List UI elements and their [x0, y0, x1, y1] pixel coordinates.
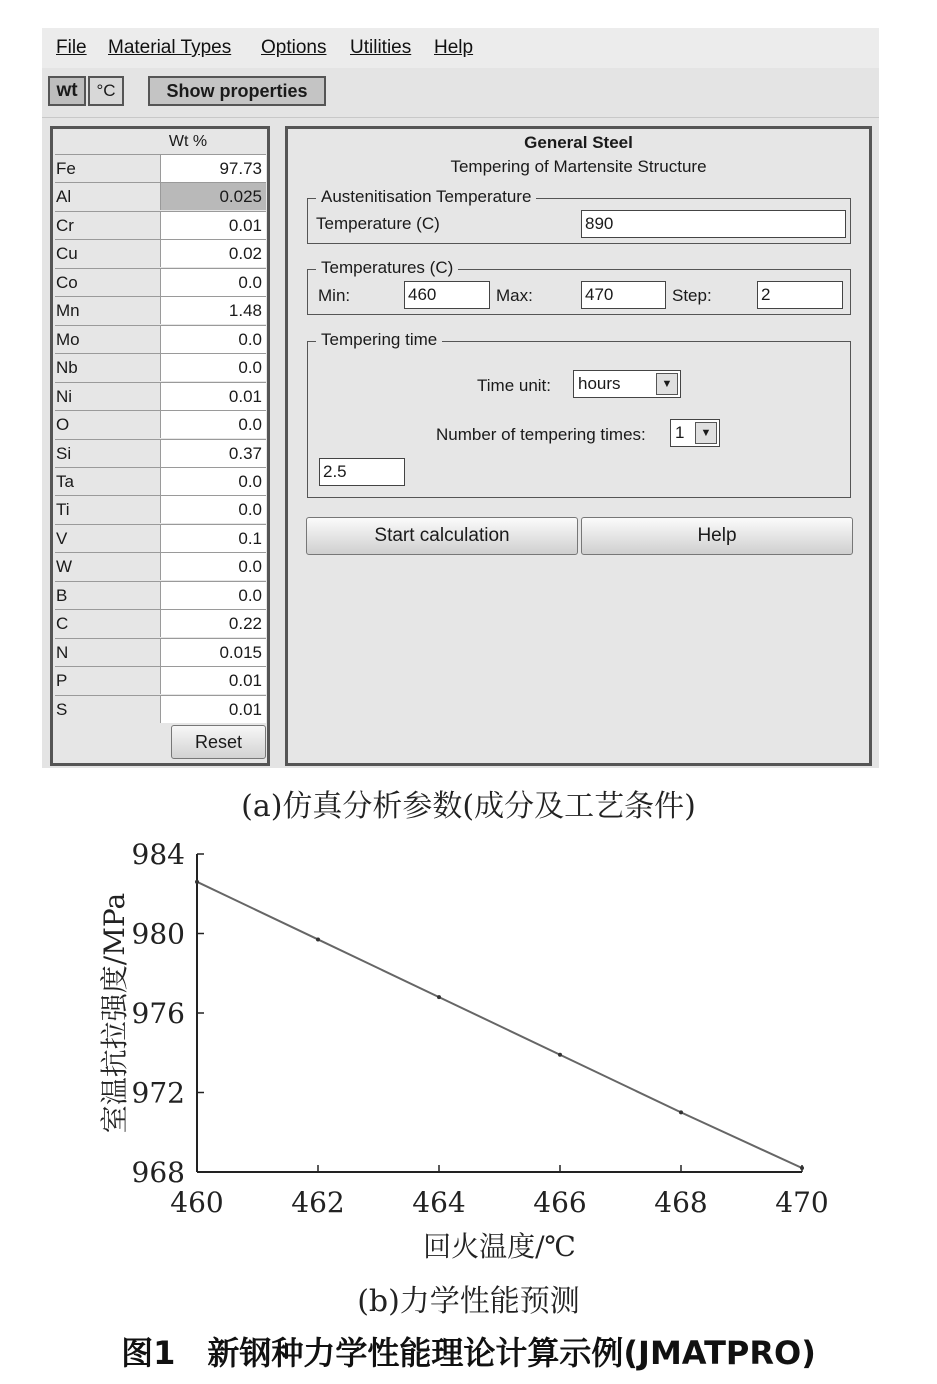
element-wt-input[interactable]: 0.1 — [160, 525, 266, 552]
min-temperature-input[interactable]: 460 — [404, 281, 490, 309]
y-axis-title: 室温抗拉强度/MPa — [98, 892, 131, 1134]
table-row — [55, 439, 266, 467]
composition-header: Wt % — [168, 133, 208, 150]
element-wt-input[interactable]: 0.015 — [160, 639, 266, 666]
element-wt-input[interactable]: 0.0 — [160, 354, 266, 381]
element-wt-input[interactable]: 0.37 — [160, 440, 266, 467]
step-label: Step: — [672, 286, 712, 305]
table-row — [55, 609, 266, 637]
wt-button[interactable]: wt — [48, 76, 86, 106]
caption-a: (a)仿真分析参数(成分及工艺条件) — [241, 789, 696, 824]
element-symbol: Fe — [56, 159, 76, 178]
time-unit-value: hours — [578, 374, 621, 393]
data-point — [195, 880, 199, 884]
help-button[interactable]: Help — [581, 517, 853, 555]
element-wt-input[interactable]: 0.0 — [160, 582, 266, 609]
tempering-time-group — [307, 330, 851, 498]
show-properties-button[interactable]: Show properties — [148, 76, 326, 106]
step-input[interactable]: 2 — [757, 281, 843, 309]
table-row — [55, 495, 266, 523]
y-tick-label: 968 — [131, 1156, 185, 1189]
data-point — [800, 1166, 804, 1170]
table-row — [55, 638, 266, 666]
element-wt-input[interactable]: 0.0 — [160, 468, 266, 495]
table-row — [55, 467, 266, 495]
table-row — [55, 524, 266, 552]
data-point — [316, 937, 320, 941]
figure-caption: 图1 新钢种力学性能理论计算示例(JMATPRO) — [121, 1334, 816, 1372]
element-wt-input[interactable]: 0.22 — [160, 610, 266, 637]
element-symbol: Mn — [56, 301, 80, 321]
element-wt-input[interactable]: 0.01 — [160, 383, 266, 410]
element-symbol: Cu — [56, 244, 78, 264]
element-wt-input[interactable]: 0.0 — [160, 411, 266, 438]
table-row — [55, 325, 266, 353]
temperatures-group-title: Temperatures (C) — [316, 258, 458, 278]
austenitisation-group — [307, 187, 851, 244]
element-symbol: Ta — [56, 471, 74, 491]
element-symbol: W — [56, 557, 73, 577]
element-wt-input[interactable]: 0.0 — [160, 496, 266, 523]
time-unit-label: Time unit: — [477, 376, 552, 395]
element-wt-input[interactable]: 0.025 — [160, 183, 266, 210]
element-symbol: Al — [56, 187, 72, 207]
table-row — [55, 581, 266, 609]
temperature-label: Temperature (C) — [316, 214, 440, 233]
tempering-time-group-title: Tempering time — [316, 330, 442, 350]
table-row — [55, 296, 266, 324]
chevron-down-icon[interactable]: ▼ — [695, 422, 717, 444]
chevron-down-icon[interactable]: ▼ — [656, 373, 678, 395]
element-symbol: S — [56, 699, 68, 719]
element-wt-input[interactable]: 0.0 — [160, 269, 266, 296]
element-symbol: Si — [56, 443, 72, 463]
element-symbol: Co — [56, 272, 78, 292]
menu-options[interactable]: Options — [261, 37, 327, 58]
y-tick-label: 972 — [131, 1076, 185, 1110]
panel-subtitle: Tempering of Martensite Structure — [450, 157, 707, 176]
table-row — [55, 154, 266, 182]
menu-help[interactable]: Help — [434, 37, 474, 58]
reset-button[interactable]: Reset — [171, 725, 266, 759]
table-row — [55, 410, 266, 438]
element-symbol: C — [56, 614, 69, 634]
tempering-count-value: 1 — [675, 423, 685, 442]
temperatures-group — [307, 258, 851, 315]
table-row — [55, 268, 266, 296]
austenitisation-temperature-input[interactable]: 890 — [581, 210, 846, 238]
tempering-panel — [285, 126, 872, 766]
element-symbol: Nb — [56, 358, 78, 378]
table-row — [55, 552, 266, 580]
element-wt-input[interactable]: 0.01 — [160, 696, 266, 723]
menu-material-types[interactable]: Material Types — [108, 37, 232, 58]
element-symbol: B — [56, 585, 68, 605]
x-tick-label: 466 — [533, 1186, 587, 1219]
element-symbol: V — [56, 528, 68, 548]
tempering-count-label: Number of tempering times: — [436, 425, 646, 444]
table-row — [55, 666, 266, 694]
x-tick-label: 468 — [654, 1186, 708, 1219]
element-wt-input[interactable]: 0.01 — [160, 667, 266, 694]
y-tick-label: 980 — [131, 917, 185, 951]
y-tick-label: 976 — [131, 997, 185, 1030]
menu-utilities[interactable]: Utilities — [350, 37, 412, 58]
tempering-count-select[interactable] — [670, 419, 720, 447]
panel-title: General Steel — [524, 133, 633, 152]
x-axis-title: 回火温度/℃ — [423, 1230, 576, 1263]
data-point — [679, 1110, 683, 1114]
element-symbol: O — [56, 415, 70, 435]
min-label: Min: — [318, 286, 351, 305]
element-wt-input[interactable]: 97.73 — [160, 155, 266, 182]
element-symbol: Ti — [56, 500, 70, 520]
tempering-time-input[interactable]: 2.5 — [319, 458, 405, 486]
menu-bar — [42, 28, 879, 68]
element-symbol: Cr — [56, 215, 74, 235]
table-row — [55, 182, 266, 210]
element-wt-input[interactable]: 0.0 — [160, 326, 266, 353]
celsius-button[interactable]: °C — [88, 76, 124, 106]
max-temperature-input[interactable]: 470 — [581, 281, 666, 309]
table-row — [55, 211, 266, 239]
menu-file[interactable]: File — [56, 37, 87, 58]
composition-table — [50, 126, 270, 766]
x-tick-label: 460 — [170, 1186, 224, 1219]
app-window — [42, 28, 879, 768]
element-wt-input[interactable]: 0.0 — [160, 553, 266, 580]
table-row — [55, 353, 266, 381]
toolbar — [42, 68, 879, 118]
x-tick-label: 464 — [412, 1186, 466, 1219]
element-symbol: P — [56, 671, 68, 691]
austenitisation-group-title: Austenitisation Temperature — [316, 187, 536, 207]
caption-b: (b)力学性能预测 — [357, 1284, 580, 1319]
time-unit-select[interactable] — [573, 370, 681, 398]
element-symbol: N — [56, 642, 69, 662]
x-tick-label: 462 — [291, 1186, 345, 1219]
x-tick-label: 470 — [775, 1186, 829, 1219]
max-label: Max: — [496, 286, 533, 305]
element-symbol: Ni — [56, 386, 73, 406]
element-symbol: Mo — [56, 329, 80, 349]
y-tick-label: 984 — [131, 838, 185, 871]
element-wt-input[interactable]: 0.01 — [160, 212, 266, 239]
table-row — [55, 695, 266, 723]
strength-vs-tempering-chart — [0, 830, 937, 1270]
start-calculation-button[interactable]: Start calculation — [306, 517, 578, 555]
data-point — [437, 995, 441, 999]
table-row — [55, 239, 266, 267]
data-point — [558, 1053, 562, 1057]
series-line — [197, 882, 802, 1168]
element-wt-input[interactable]: 1.48 — [160, 297, 266, 324]
table-row — [55, 382, 266, 410]
element-wt-input[interactable]: 0.02 — [160, 240, 266, 267]
